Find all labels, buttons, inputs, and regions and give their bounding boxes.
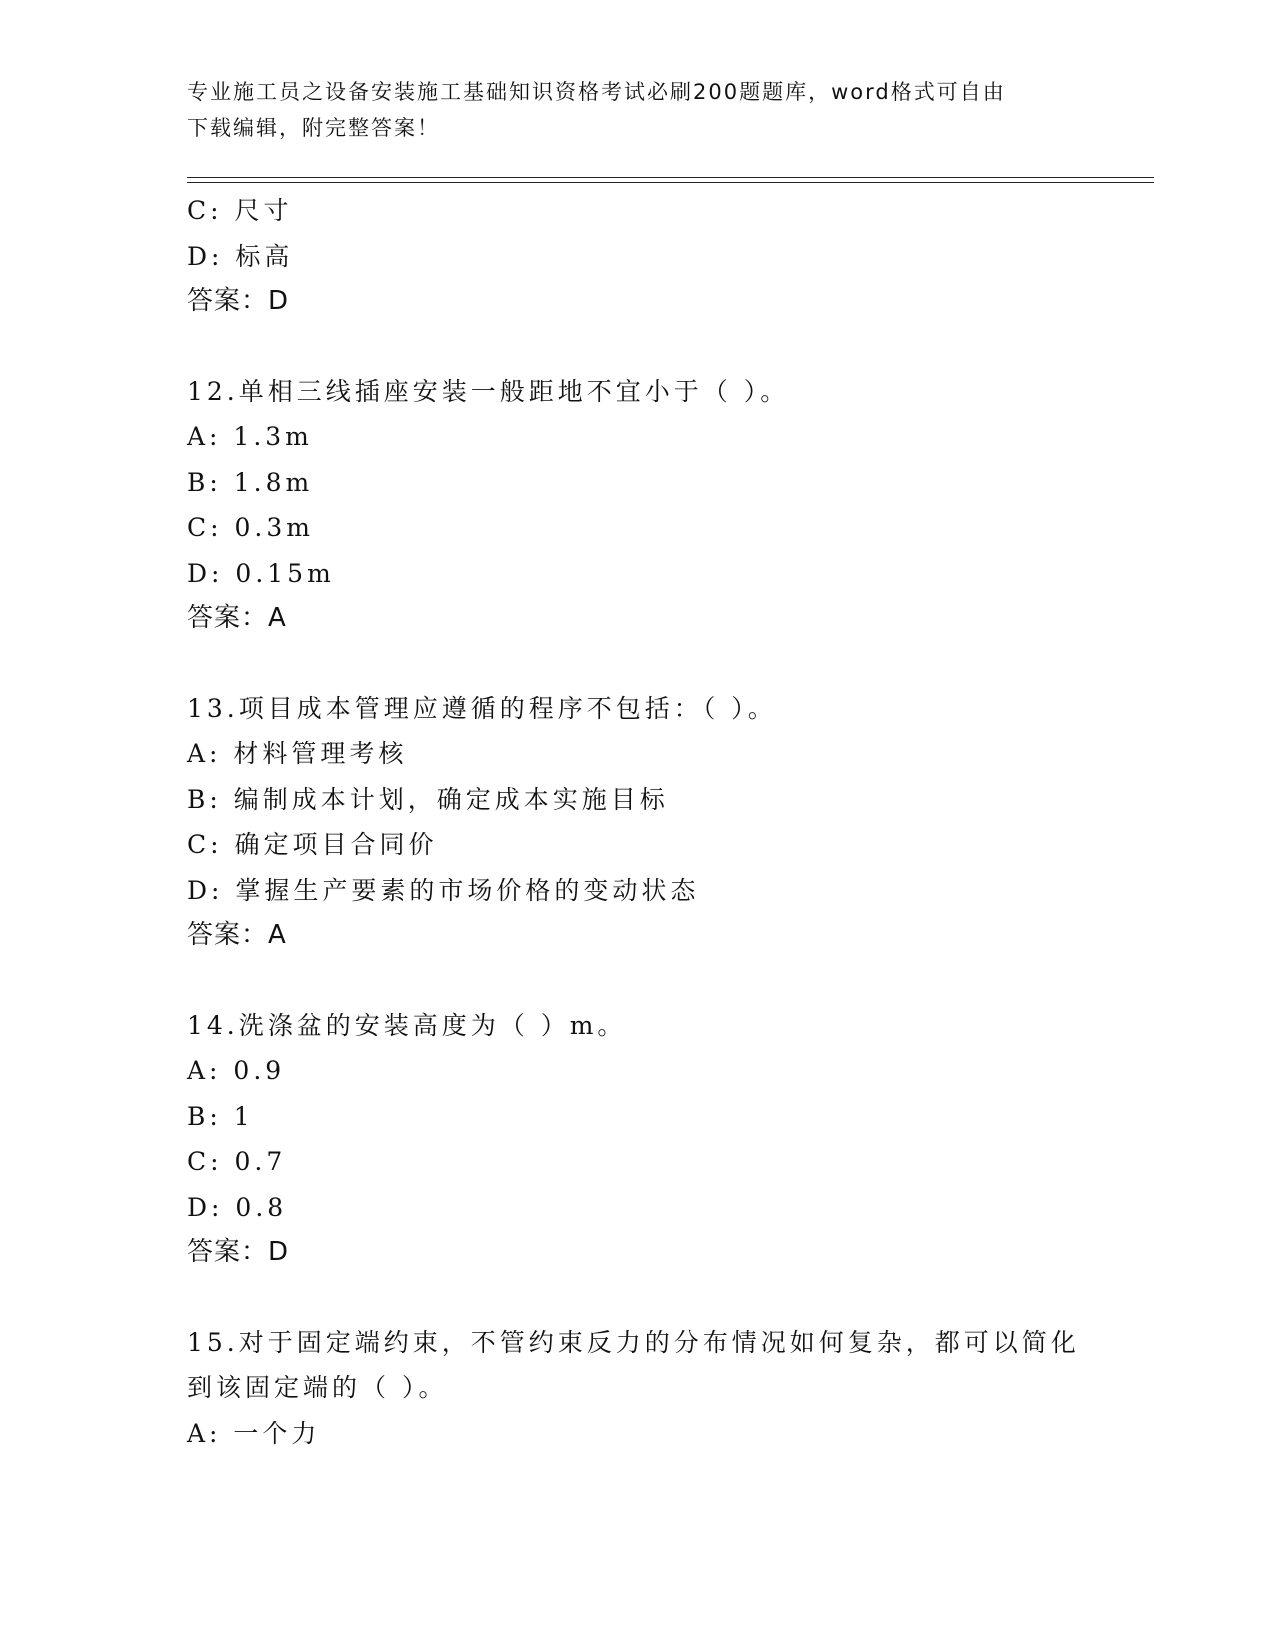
option-c: C: 0.7 [187, 1147, 287, 1176]
option-b: B: 编制成本计划，确定成本实施目标 [187, 784, 669, 814]
option-d: D: 0.15m [187, 558, 335, 588]
question-block-13 [187, 686, 1087, 959]
spacer [187, 325, 1087, 369]
header-divider-top [187, 177, 1154, 178]
spacer [187, 642, 1087, 686]
question-block-11 [187, 188, 1087, 325]
question-stem-line-1: 15.对于固定端约束，不管约束反力的分布情况如何复杂，都可以简化 [187, 1327, 1080, 1357]
header-divider-bottom [187, 182, 1154, 183]
option-d: D: 掌握生产要素的市场价格的变动状态 [187, 875, 700, 905]
header-title-line-2: 下载编辑，附完整答案！ [187, 116, 440, 140]
question-stem-line-2: 到该固定端的（ ）。 [187, 1373, 448, 1402]
question-stem: 14.洗涤盆的安装高度为（ ）m。 [187, 1010, 627, 1040]
answer-label: 答案：D [187, 1237, 290, 1267]
option-a: A: 0.9 [187, 1056, 286, 1085]
option-c: C: 尺寸 [187, 196, 293, 225]
option-a: A: 1.3m [187, 422, 313, 451]
answer-label: 答案：A [187, 920, 287, 950]
answer-label: 答案：A [187, 603, 287, 633]
question-stem: 13.项目成本管理应遵循的程序不包括：（ ）。 [187, 693, 777, 723]
question-list [187, 188, 1087, 1456]
option-b: B: 1.8m [187, 467, 314, 497]
option-d: D: 0.8 [187, 1192, 288, 1222]
question-block-12 [187, 369, 1087, 642]
option-b: B: 1 [187, 1101, 254, 1131]
option-d: D: 标高 [187, 241, 294, 271]
spacer [187, 959, 1087, 1003]
option-a: A: 一个力 [187, 1418, 321, 1448]
question-stem: 12.单相三线插座安装一般距地不宜小于（ ）。 [187, 376, 790, 406]
spacer [187, 1276, 1087, 1320]
option-c: C: 0.3m [187, 513, 314, 542]
option-a: A: 材料管理考核 [187, 739, 408, 768]
question-block-14 [187, 1003, 1087, 1276]
header-title-line-1: 专业施工员之设备安装施工基础知识资格考试必刷200题题库，word格式可自由 [187, 80, 1006, 104]
option-c: C: 确定项目合同价 [187, 830, 438, 859]
question-block-15 [187, 1320, 1087, 1457]
answer-label: 答案：D [187, 286, 290, 316]
document-header [187, 74, 1087, 146]
